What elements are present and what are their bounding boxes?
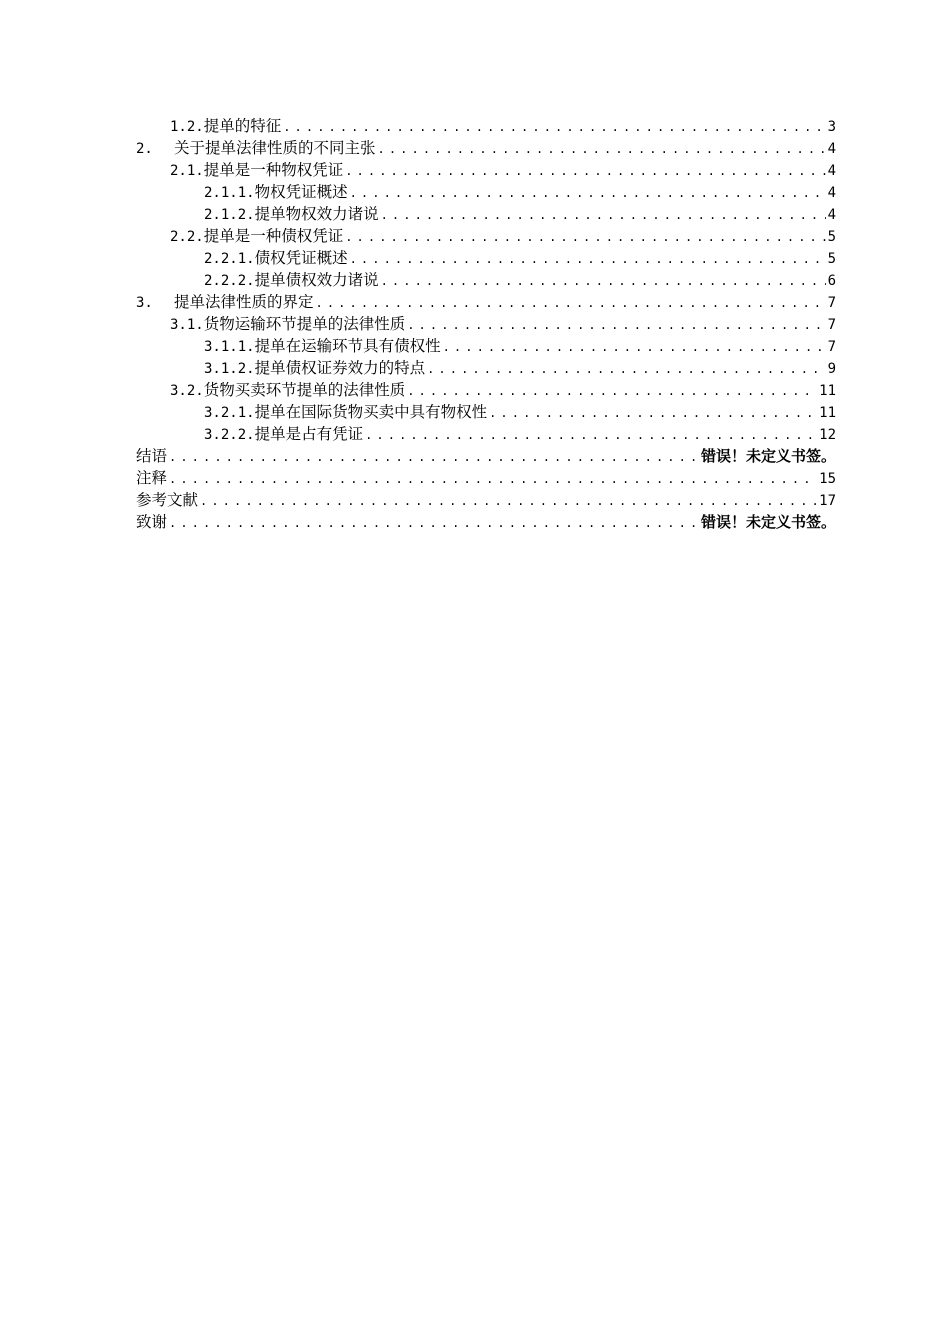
toc-entry-title: 提单在国际货物买卖中具有物权性 — [254, 403, 488, 421]
toc-entry[interactable] — [136, 313, 836, 335]
toc-entry-page: 3 — [827, 119, 836, 135]
toc-entry[interactable] — [136, 159, 836, 181]
toc-entry-title: 货物买卖环节提单的法律性质 — [203, 381, 406, 399]
toc-entry[interactable] — [136, 225, 836, 247]
dot-leader — [283, 116, 825, 138]
toc-entry-title: 提单是占有凭证 — [254, 425, 364, 443]
toc-entry-title: 结语 — [136, 447, 168, 465]
dot-leader — [489, 402, 817, 424]
toc-entry[interactable] — [136, 423, 836, 445]
toc-entry-title: 提单在运输环节具有债权性 — [254, 337, 441, 355]
toc-entry[interactable] — [136, 115, 836, 137]
toc-entry[interactable] — [136, 489, 836, 511]
toc-entry[interactable] — [136, 445, 836, 467]
dot-leader — [169, 512, 699, 534]
dot-leader — [407, 314, 825, 336]
toc-entry[interactable] — [136, 137, 836, 159]
toc-entry-page: 6 — [827, 273, 836, 289]
toc-entry-title: 提单债权证券效力的特点 — [254, 359, 426, 377]
toc-entry-title: 提单是一种债权凭证 — [203, 227, 344, 245]
toc-entry-title: 注释 — [136, 469, 168, 487]
dot-leader — [345, 160, 825, 182]
toc-entry-title: 提单是一种物权凭证 — [203, 161, 344, 179]
toc-entry-page: 7 — [827, 339, 836, 355]
toc-entry[interactable] — [136, 357, 836, 379]
toc-entry-number: 2.2. — [170, 229, 204, 245]
dot-leader — [381, 204, 826, 226]
toc-entry-page: 12 — [819, 427, 836, 443]
toc-entry-page: 15 — [819, 471, 836, 487]
toc-entry-page: 4 — [827, 141, 836, 157]
toc-entry-number: 3.1.2. — [204, 361, 255, 377]
toc-entry[interactable] — [136, 269, 836, 291]
dot-leader — [169, 446, 699, 468]
toc-entry[interactable] — [136, 291, 836, 313]
toc-entry-number: 2.2.2. — [204, 273, 255, 289]
toc-entry-page-error: 错误！未定义书签。 — [700, 513, 836, 531]
toc-entry[interactable] — [136, 401, 836, 423]
toc-entry[interactable] — [136, 181, 836, 203]
toc-entry-page-error: 错误！未定义书签。 — [700, 447, 836, 465]
toc-entry-page: 5 — [827, 229, 836, 245]
dot-leader — [316, 292, 826, 314]
toc-entry-title: 致谢 — [136, 513, 168, 531]
dot-leader — [345, 226, 825, 248]
toc-entry-number: 2.1.2. — [204, 207, 255, 223]
toc-entry-title: 关于提单法律性质的不同主张 — [174, 139, 376, 157]
toc-entry[interactable] — [136, 335, 836, 357]
toc-entry-page: 17 — [819, 493, 836, 509]
toc-entry-number: 3.1. — [170, 317, 204, 333]
toc-entry-title: 货物运输环节提单的法律性质 — [203, 315, 406, 333]
toc-entry-title: 参考文献 — [136, 491, 199, 509]
toc-entry[interactable] — [136, 511, 836, 533]
toc-entry-number: 1.2. — [170, 119, 204, 135]
toc-entry[interactable] — [136, 379, 836, 401]
toc-entry[interactable] — [136, 203, 836, 225]
table-of-contents — [136, 115, 836, 533]
dot-leader — [381, 270, 826, 292]
toc-entry-title: 债权凭证概述 — [254, 249, 348, 267]
toc-entry-number: 2. — [136, 141, 153, 157]
dot-leader — [443, 336, 826, 358]
toc-entry-number: 2.1.1. — [204, 185, 255, 201]
toc-entry[interactable] — [136, 467, 836, 489]
toc-entry[interactable] — [136, 247, 836, 269]
toc-entry-title: 物权凭证概述 — [254, 183, 348, 201]
toc-entry-page: 11 — [819, 405, 836, 421]
toc-entry-number: 3.2.2. — [204, 427, 255, 443]
toc-entry-page: 9 — [827, 361, 836, 377]
toc-entry-page: 7 — [827, 295, 836, 311]
toc-entry-title: 提单法律性质的界定 — [174, 293, 314, 311]
dot-leader — [407, 380, 817, 402]
dot-leader — [169, 468, 817, 490]
toc-entry-number: 3.2. — [170, 383, 204, 399]
toc-entry-page: 4 — [827, 163, 836, 179]
toc-entry-number: 3. — [136, 295, 153, 311]
toc-entry-number: 2.2.1. — [204, 251, 255, 267]
toc-entry-number: 3.2.1. — [204, 405, 255, 421]
dot-leader — [350, 182, 826, 204]
toc-entry-page: 4 — [827, 207, 836, 223]
toc-entry-title: 提单的特征 — [203, 117, 282, 135]
dot-leader — [350, 248, 826, 270]
toc-entry-page: 7 — [827, 317, 836, 333]
toc-entry-title: 提单债权效力诸说 — [254, 271, 379, 289]
dot-leader — [200, 490, 817, 512]
dot-leader — [365, 424, 817, 446]
toc-entry-title: 提单物权效力诸说 — [254, 205, 379, 223]
toc-entry-number: 2.1. — [170, 163, 204, 179]
toc-entry-page: 5 — [827, 251, 836, 267]
toc-entry-number: 3.1.1. — [204, 339, 255, 355]
toc-entry-page: 11 — [819, 383, 836, 399]
dot-leader — [378, 138, 826, 160]
dot-leader — [427, 358, 825, 380]
toc-entry-page: 4 — [827, 185, 836, 201]
